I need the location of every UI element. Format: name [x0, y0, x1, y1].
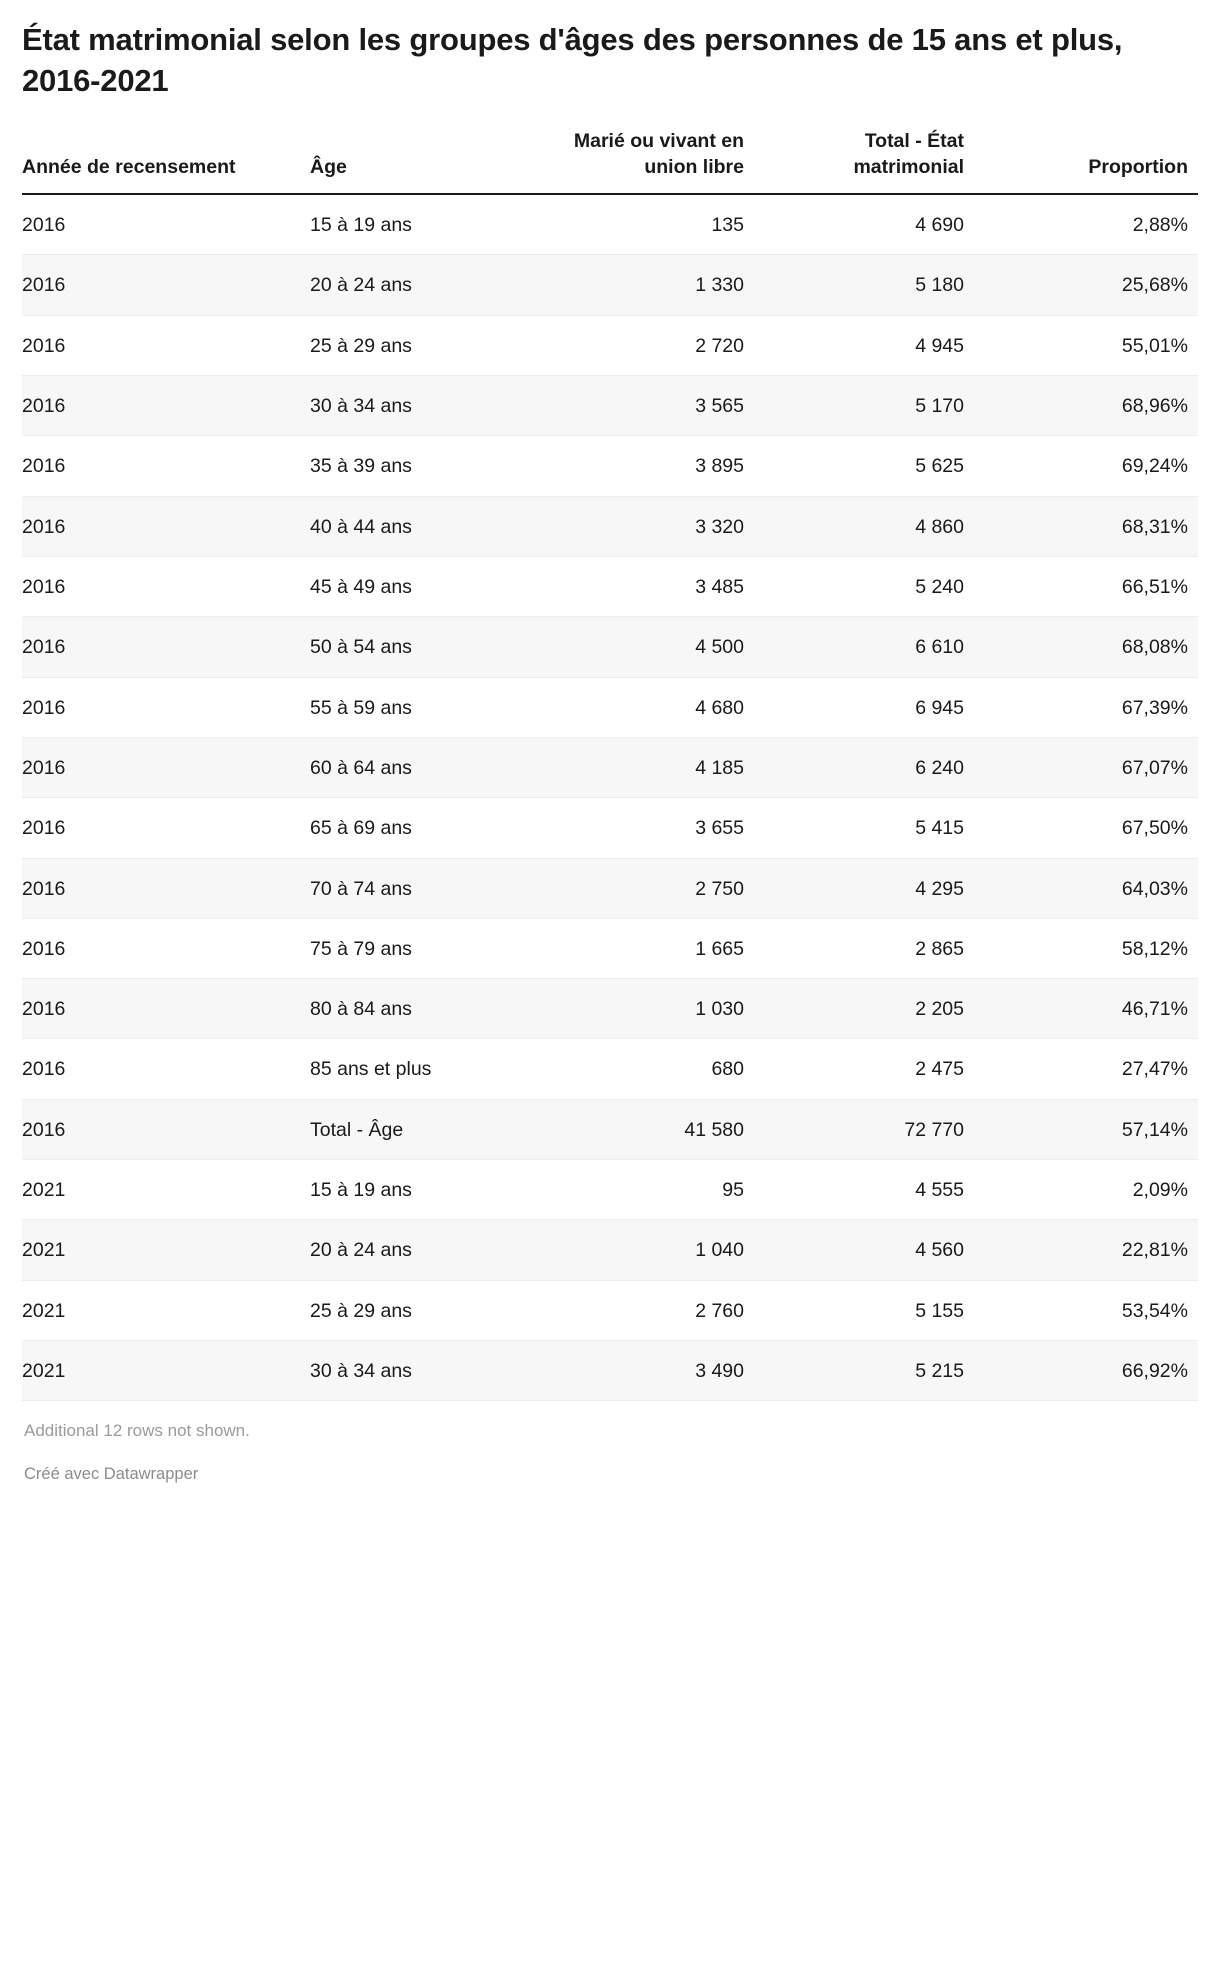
column-header-age[interactable]: Âge: [310, 128, 524, 194]
cell-proportion: 55,01%: [974, 315, 1198, 375]
cell-total: 5 240: [754, 556, 974, 616]
cell-proportion: 66,92%: [974, 1341, 1198, 1401]
table-row: [22, 1099, 1198, 1159]
cell-total: 4 295: [754, 858, 974, 918]
cell-union: 3 490: [524, 1341, 754, 1401]
page-title: État matrimonial selon les groupes d'âges des personnes de 15 ans et plus, 2016-2021: [22, 22, 1123, 98]
cell-union: 135: [524, 194, 754, 255]
cell-proportion: 64,03%: [974, 858, 1198, 918]
table-row: [22, 737, 1198, 797]
table-row: [22, 1039, 1198, 1099]
table-row: [22, 194, 1198, 255]
cell-total: 5 180: [754, 255, 974, 315]
cell-union: 1 040: [524, 1220, 754, 1280]
cell-year: 2016: [22, 918, 310, 978]
cell-year: 2021: [22, 1341, 310, 1401]
rows-not-shown-note: Additional 12 rows not shown.: [24, 1421, 250, 1441]
cell-proportion: 53,54%: [974, 1280, 1198, 1340]
cell-year: 2016: [22, 376, 310, 436]
cell-age: 80 à 84 ans: [310, 979, 524, 1039]
cell-union: 4 185: [524, 737, 754, 797]
cell-total: 6 945: [754, 677, 974, 737]
cell-age: 30 à 34 ans: [310, 376, 524, 436]
cell-total: 4 560: [754, 1220, 974, 1280]
cell-age: 65 à 69 ans: [310, 798, 524, 858]
table-row: [22, 1280, 1198, 1340]
table-row: [22, 436, 1198, 496]
cell-total: 5 215: [754, 1341, 974, 1401]
cell-age: 60 à 64 ans: [310, 737, 524, 797]
cell-total: 5 155: [754, 1280, 974, 1340]
table-row: [22, 1220, 1198, 1280]
cell-age: 25 à 29 ans: [310, 1280, 524, 1340]
table-header: [22, 128, 1198, 194]
cell-total: 2 475: [754, 1039, 974, 1099]
cell-union: 1 665: [524, 918, 754, 978]
table-row: [22, 677, 1198, 737]
cell-total: 6 610: [754, 617, 974, 677]
cell-union: 680: [524, 1039, 754, 1099]
cell-proportion: 68,08%: [974, 617, 1198, 677]
cell-proportion: 27,47%: [974, 1039, 1198, 1099]
table-row: [22, 617, 1198, 677]
table-row: [22, 1341, 1198, 1401]
cell-age: 40 à 44 ans: [310, 496, 524, 556]
cell-year: 2016: [22, 979, 310, 1039]
cell-proportion: 25,68%: [974, 255, 1198, 315]
cell-proportion: 68,96%: [974, 376, 1198, 436]
cell-year: 2016: [22, 858, 310, 918]
table-row: [22, 376, 1198, 436]
cell-age: 45 à 49 ans: [310, 556, 524, 616]
cell-union: 3 485: [524, 556, 754, 616]
cell-total: 6 240: [754, 737, 974, 797]
cell-total: 4 555: [754, 1160, 974, 1220]
cell-year: 2016: [22, 255, 310, 315]
column-header-year[interactable]: Année de recensement: [22, 128, 310, 194]
cell-year: 2016: [22, 798, 310, 858]
cell-union: 3 320: [524, 496, 754, 556]
table-row: [22, 315, 1198, 375]
cell-proportion: 2,88%: [974, 194, 1198, 255]
cell-union: 41 580: [524, 1099, 754, 1159]
cell-year: 2016: [22, 556, 310, 616]
table-row: [22, 255, 1198, 315]
cell-proportion: 67,39%: [974, 677, 1198, 737]
cell-proportion: 67,07%: [974, 737, 1198, 797]
column-header-union[interactable]: Marié ou vivant en union libre: [524, 128, 754, 194]
cell-year: 2016: [22, 617, 310, 677]
cell-total: 4 860: [754, 496, 974, 556]
cell-year: 2016: [22, 677, 310, 737]
cell-total: 5 625: [754, 436, 974, 496]
column-header-proportion[interactable]: Proportion: [974, 128, 1198, 194]
cell-age: 85 ans et plus: [310, 1039, 524, 1099]
cell-age: 50 à 54 ans: [310, 617, 524, 677]
cell-age: 55 à 59 ans: [310, 677, 524, 737]
cell-total: 2 865: [754, 918, 974, 978]
cell-union: 4 680: [524, 677, 754, 737]
datawrapper-credit: Créé avec Datawrapper: [24, 1465, 199, 1484]
cell-age: 15 à 19 ans: [310, 194, 524, 255]
cell-proportion: 68,31%: [974, 496, 1198, 556]
cell-proportion: 2,09%: [974, 1160, 1198, 1220]
cell-total: 4 945: [754, 315, 974, 375]
cell-total: 72 770: [754, 1099, 974, 1159]
cell-proportion: 57,14%: [974, 1099, 1198, 1159]
table-row: [22, 496, 1198, 556]
column-header-total[interactable]: Total - État matrimonial: [754, 128, 974, 194]
cell-proportion: 67,50%: [974, 798, 1198, 858]
cell-union: 2 750: [524, 858, 754, 918]
cell-total: 5 415: [754, 798, 974, 858]
cell-year: 2016: [22, 1099, 310, 1159]
cell-year: 2016: [22, 436, 310, 496]
cell-total: 5 170: [754, 376, 974, 436]
data-table: [22, 128, 1198, 1402]
cell-union: 95: [524, 1160, 754, 1220]
cell-age: 70 à 74 ans: [310, 858, 524, 918]
cell-age: 30 à 34 ans: [310, 1341, 524, 1401]
cell-proportion: 69,24%: [974, 436, 1198, 496]
table-body: [22, 194, 1198, 1401]
table-header-row: [22, 128, 1198, 194]
table-row: [22, 918, 1198, 978]
cell-year: 2021: [22, 1220, 310, 1280]
cell-proportion: 46,71%: [974, 979, 1198, 1039]
cell-proportion: 58,12%: [974, 918, 1198, 978]
cell-year: 2016: [22, 737, 310, 797]
cell-proportion: 22,81%: [974, 1220, 1198, 1280]
cell-year: 2021: [22, 1280, 310, 1340]
cell-age: 25 à 29 ans: [310, 315, 524, 375]
cell-union: 3 565: [524, 376, 754, 436]
table-row: [22, 979, 1198, 1039]
cell-year: 2016: [22, 1039, 310, 1099]
cell-age: 20 à 24 ans: [310, 255, 524, 315]
cell-total: 2 205: [754, 979, 974, 1039]
cell-year: 2021: [22, 1160, 310, 1220]
cell-union: 1 330: [524, 255, 754, 315]
cell-union: 1 030: [524, 979, 754, 1039]
cell-age: Total - Âge: [310, 1099, 524, 1159]
cell-age: 20 à 24 ans: [310, 1220, 524, 1280]
cell-year: 2016: [22, 496, 310, 556]
cell-age: 75 à 79 ans: [310, 918, 524, 978]
table-row: [22, 798, 1198, 858]
cell-union: 3 895: [524, 436, 754, 496]
cell-union: 4 500: [524, 617, 754, 677]
cell-union: 2 760: [524, 1280, 754, 1340]
table-row: [22, 1160, 1198, 1220]
cell-year: 2016: [22, 315, 310, 375]
cell-proportion: 66,51%: [974, 556, 1198, 616]
table-row: [22, 556, 1198, 616]
cell-year: 2016: [22, 194, 310, 255]
cell-union: 2 720: [524, 315, 754, 375]
cell-total: 4 690: [754, 194, 974, 255]
cell-age: 35 à 39 ans: [310, 436, 524, 496]
table-row: [22, 858, 1198, 918]
cell-age: 15 à 19 ans: [310, 1160, 524, 1220]
cell-union: 3 655: [524, 798, 754, 858]
